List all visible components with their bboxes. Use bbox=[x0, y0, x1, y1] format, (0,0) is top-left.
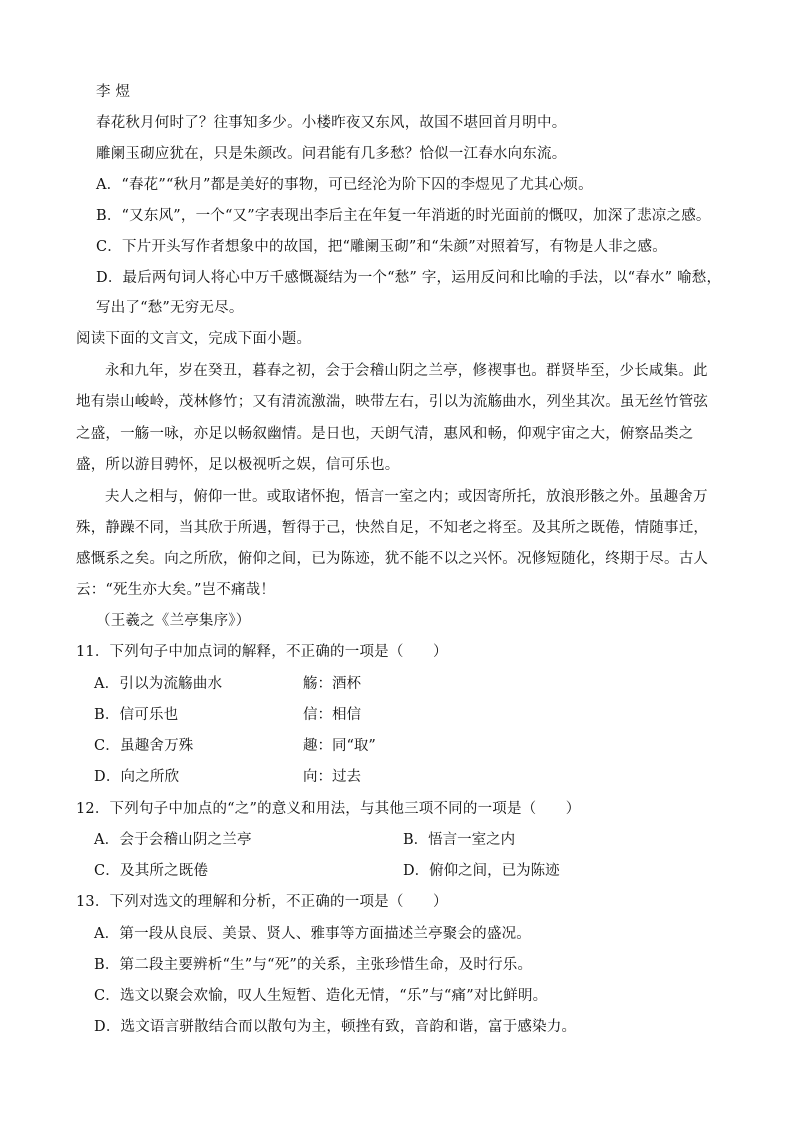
q11-option-a-gloss: 觞：酒杯 bbox=[303, 676, 361, 692]
q12-option-a: A．会于会稽山阴之兰亭 bbox=[94, 832, 252, 848]
q12-option-b: B．悟言一室之内 bbox=[403, 832, 516, 848]
q13-option-b: B．第二段主要辨析“生”与“死”的关系，主张珍惜生命，及时行乐。 bbox=[94, 957, 533, 973]
poem-option-a: A．“春花”“秋月”都是美好的事物，可已经沦为阶下囚的李煜见了尤其心烦。 bbox=[96, 177, 593, 193]
q11-option-c-gloss: 趣：同“取” bbox=[303, 738, 376, 754]
passage-p2-line: 云：“死生亦大矣。”岂不痛哉！ bbox=[76, 582, 276, 598]
poem-line-2: 雕阑玉砌应犹在，只是朱颜改。问君能有几多愁？恰似一江春水向东流。 bbox=[96, 146, 567, 162]
q11-stem: 11．下列句子中加点词的解释，不正确的一项是（ ） bbox=[76, 644, 448, 660]
passage-p2-line: 夫人之相与，俯仰一世。或取诸怀抱，悟言一室之内；或因寄所托，放浪形骸之外。虽趣舍万 bbox=[105, 489, 708, 505]
passage-p1-line: 地有崇山峻岭，茂林修竹；又有清流激湍，映带左右，引以为流觞曲水，列坐其次。虽无丝竹管弦 bbox=[76, 394, 709, 410]
q12-option-c: C．及其所之既倦 bbox=[94, 863, 209, 879]
q11-option-b: B．信可乐也 bbox=[94, 707, 179, 723]
q11-option-d-gloss: 向：过去 bbox=[303, 769, 361, 785]
passage-p2-line: 感慨系之矣。向之所欣，俯仰之间，已为陈迹，犹不能不以之兴怀。况修短随化，终期于尽。古人 bbox=[76, 551, 709, 567]
q13-option-d: D．选文语言骈散结合而以散句为主，顿挫有致，音韵和谐，富于感染力。 bbox=[94, 1019, 577, 1035]
poem-option-b: B．“又东风”，一个“又”字表现出李后主在年复一年消逝的时光面前的慨叹，加深了悲凉之感。 bbox=[96, 208, 711, 224]
poem-option-d-cont: 写出了“愁”无穷无尽。 bbox=[96, 300, 244, 316]
q12-stem: 12．下列句子中加点的“之”的意义和用法，与其他三项不同的一项是（ ） bbox=[76, 801, 581, 817]
q11-option-d: D．向之所欣 bbox=[94, 769, 180, 785]
q11-option-a: A．引以为流觞曲水 bbox=[94, 676, 223, 692]
q12-option-d: D．俯仰之间，已为陈迹 bbox=[403, 863, 560, 879]
passage-p1-line: 永和九年，岁在癸丑，暮春之初，会于会稽山阴之兰亭，修禊事也。群贤毕至，少长咸集。此 bbox=[105, 363, 708, 379]
poem-line-1: 春花秋月何时了？往事知多少。小楼昨夜又东风，故国不堪回首月明中。 bbox=[96, 115, 567, 131]
q13-option-a: A．第一段从良辰、美景、贤人、雅事等方面描述兰亭聚会的盛况。 bbox=[94, 926, 531, 942]
reading-instruction: 阅读下面的文言文，完成下面小题。 bbox=[76, 331, 312, 347]
q11-option-c: C．虽趣舍万殊 bbox=[94, 738, 194, 754]
poem-author: 李 煜 bbox=[96, 84, 131, 100]
passage-source: （王羲之《兰亭集序》） bbox=[96, 613, 251, 629]
q11-option-b-gloss: 信：相信 bbox=[303, 707, 361, 723]
q13-option-c: C．选文以聚会欢愉，叹人生短暂、造化无情，“乐”与“痛”对比鲜明。 bbox=[94, 988, 548, 1004]
passage-p1-line: 盛，所以游目骋怀，足以极视听之娱，信可乐也。 bbox=[76, 457, 400, 473]
passage-p2-line: 殊，静躁不同，当其欣于所遇，暂得于己，快然自足，不知老之将至。及其所之既倦，情随事迁， bbox=[76, 520, 709, 536]
poem-option-d: D．最后两句词人将心中万千感慨凝结为一个“愁” 字，运用反问和比喻的手法，以“春水” 喻愁， bbox=[96, 270, 722, 286]
q13-stem: 13．下列对选文的理解和分析，不正确的一项是（ ） bbox=[76, 894, 448, 910]
passage-p1-line: 之盛，一觞一咏，亦足以畅叙幽情。是日也，天朗气清，惠风和畅，仰观宇宙之大，俯察品类之 bbox=[76, 426, 694, 442]
poem-option-c: C．下片开头写作者想象中的故国，把“雕阑玉砌”和“朱颜”对照着写，有物是人非之感。 bbox=[96, 239, 667, 255]
